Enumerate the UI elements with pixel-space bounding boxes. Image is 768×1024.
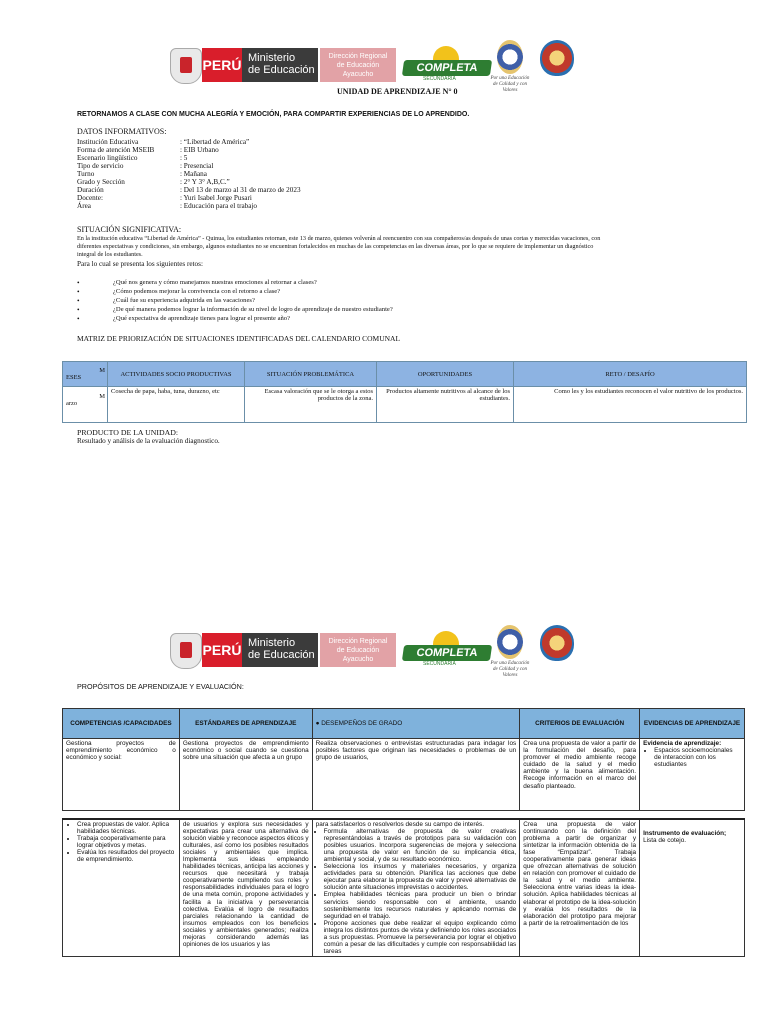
list-item: • Evalúa los resultados del proyecto de emprendimiento.	[77, 849, 176, 863]
cell-competencia: Gestiona proyectos de emprendimiento económico o económico y social:	[63, 739, 180, 811]
cell-estandar: Gestiona proyectos de emprendimiento económico o social cuando se cuestiona sobre una situación que afecta a un grupo	[179, 739, 312, 811]
page-header-second	[0, 625, 768, 685]
peru-coat-of-arms-icon	[170, 633, 202, 669]
ministerio-logo: Ministerio de Educación	[242, 48, 318, 82]
district-seal-icon	[540, 40, 574, 76]
cell-criterio: Crea una propuesta de valor continuando con la definición del problema a partir de organizar y sintetizar la información obtenida de la fase “Empatizar”. Trabaja cooperativamente para generar ideas que ofrezcan alternativas de solución en relación con promover el cuidado de la salud y el medio ambiente. Selecciona entre varias ideas la idea-solución. Aplica habilidades técnicas al elaborar el prototipo de la idea-solución y evalúa los resultados de la elaboración del prototipo para mejorar a partir de la retroalimentación de los	[520, 819, 640, 957]
cell-evidencia: Instrumento de evaluación; Lista de cotejo.	[640, 819, 745, 957]
datos-label: Turno	[77, 170, 95, 178]
cell-reto: Como les y los estudiantes reconocen el valor nutritivo de los productos.	[514, 387, 747, 423]
school-seal-icon	[497, 625, 523, 659]
datos-label: Área	[77, 202, 91, 210]
cell-desempeno: para satisfacerlos o resolverlos desde su campo de interés. • Formula alternativas de propuesta de valor creativas representándolas a través de prototipos para su validación con posibles usuarios. Incorpora sugerencias de mejora y selecciona una propuesta de valor en función de su implicancia ética, ambiental y social, y de su resultado económico. • Selecciona los insumos y materiales necesarios, y organiza actividades para su obtención. Planifica las acciones que debe ejecutar para elaborar la propuesta de valor y prevé alternativas de solución ante situaciones imprevistas o accidentes. • Emplea habilidades técnicas para producir un bien o brindar servicios siendo responsable con el ambiente, usando sosteniblemente los recursos naturales y aplicando normas de seguridad en el trabajo. • Propone acciones que debe realizar el equipo explicando cómo integra los distintos puntos de vista y definiendo los roles asociados a sus propuestas. Promueve la perseverancia por lograr el objetivo común a pesar de las dificultades y cumple con responsabilidad las tareas	[312, 819, 520, 957]
list-item: • Espacios socioemocionales de interaccion con los estudiantes	[654, 747, 741, 768]
situacion-heading: SITUACIÓN SIGNIFICATIVA:	[77, 225, 182, 234]
header-competencias: COMPETENCIAS /CAPACIDADES	[63, 709, 180, 739]
bullet: •	[77, 288, 80, 296]
datos-value: : 2° Y 3° A,B,C.”	[180, 178, 230, 186]
drea-logo: Dirección Regional de Educación Ayacucho	[320, 48, 396, 82]
list-item: ¿De qué manera podemos lograr la información de su nivel de logro de aprendizaje de nuestro estudiante?	[113, 306, 393, 313]
header-actividades: ACTIVIDADES SOCIO PRODUCTIVAS	[108, 362, 245, 387]
spacer-row	[63, 811, 745, 819]
list-item: • Emplea habilidades técnicas para producir un bien o brindar servicios siendo responsable con el ambiente, usando sosteniblemente los recursos naturales y aplicando normas de seguridad en el trabajo.	[324, 891, 517, 919]
bullet: •	[77, 279, 80, 287]
header-desempenos: ● DESEMPEÑOS DE GRADO	[312, 709, 520, 739]
datos-value: : Yuri Isabel Jorge Pusari	[180, 194, 252, 202]
matriz-heading: MATRIZ DE PRIORIZACIÓN DE SITUACIONES IDENTIFICADAS DEL CALENDARIO COMUNAL	[77, 334, 401, 343]
datos-value: : Educación para el trabajo	[180, 202, 258, 210]
cell-actividades: Cosecha de papa, haba, tuna, durazno, etc	[108, 387, 245, 423]
cell-estandar: de usuarios y explora sus necesidades y expectativas para crear una alternativa de solución viable y reconoce aspectos éticos y culturales, así como los posibles resultados sociales y ambientales que implica. Implementa sus ideas empleando habilidades técnicas, anticipa las acciones y recursos que necesitará y trabaja cooperativamente cumpliendo sus roles y responsabilidades individuales para el logro de una meta común, propone actividades y facilita a la iniciativa y perseverancia colectiva. Evalúa el logro de resultados parciales relacionando la cantidad de insumos empleados con los beneficios sociales y ambientales generados; realiza mejoras considerando además las opiniones de los usuarios y las	[179, 819, 312, 957]
jec-logo: COMPLETA SECUNDARIA	[403, 46, 491, 82]
jec-logo: COMPLETA SECUNDARIA	[403, 631, 491, 667]
header-evidencias: EVIDENCIAS DE APRENDIZAJE	[640, 709, 745, 739]
header-situacion: SITUACIÓN PROBLEMÁTICA	[245, 362, 377, 387]
datos-label: Duración	[77, 186, 104, 194]
propositos-heading: PROPÓSITOS DE APRENDIZAJE Y EVALUACIÓN:	[77, 682, 244, 691]
drea-logo: Dirección Regional de Educación Ayacucho	[320, 633, 396, 667]
header-estandares: ESTÁNDARES DE APRENDIZAJE	[179, 709, 312, 739]
header-criterios: CRITERIOS DE EVALUACIÓN	[520, 709, 640, 739]
header-oportunidades: OPORTUNIDADES	[377, 362, 514, 387]
table-header-row	[63, 362, 747, 387]
header-meses: M ESES	[63, 362, 108, 387]
table-header-row	[63, 709, 745, 739]
datos-label: Tipo de servicio	[77, 162, 124, 170]
bullet: •	[77, 315, 80, 323]
table-row	[63, 739, 745, 811]
table-row	[63, 819, 745, 957]
peru-coat-of-arms-icon	[170, 48, 202, 84]
producto-heading: PRODUCTO DE LA UNIDAD:	[77, 428, 179, 437]
unit-title: UNIDAD DE APRENDIZAJE N° 0	[337, 87, 458, 96]
peru-logo: PERÚ	[202, 633, 242, 667]
cell-situacion: Escasa valoración que se le otorga a estos productos de la zona.	[245, 387, 377, 423]
school-seal-icon	[497, 40, 523, 74]
list-item: ¿Qué expectativa de aprendizaje tienes para lograr el presente año?	[113, 315, 291, 322]
cell-mes: M arzo	[63, 387, 108, 423]
datos-heading: DATOS INFORMATIVOS:	[77, 127, 167, 136]
datos-value: : “Libertad de América”	[180, 138, 250, 146]
ministerio-logo: Ministerio de Educación	[242, 633, 318, 667]
cell-criterio: Crea una propuesta de valor a partir de la formulación del desafío, para promover el medio ambiente recoge cuidado de la salud y el medio ambiente y la buena alimentación. Recoge información en el marco del desafío planteado.	[520, 739, 640, 811]
datos-label: Grado y Sección	[77, 178, 125, 186]
datos-value: : Mañana	[180, 170, 207, 178]
bullet: •	[77, 306, 80, 314]
list-item: ¿Cómo podemos mejorar la convivencia con el retorno a clase?	[113, 288, 281, 295]
datos-label: Escenario lingüístico	[77, 154, 138, 162]
datos-label: Docente:	[77, 194, 103, 202]
school-seal-caption: Por una Educación de Calidad y con Valores	[490, 661, 530, 678]
list-item: ¿Qué nos genera y cómo manejamos nuestras emociones al retornar a clases?	[113, 279, 317, 286]
main-title: RETORNAMOS A CLASE CON MUCHA ALEGRÍA Y EMOCIÓN, PARA COMPARTIR EXPERIENCIAS DE LO APRENDIDO.	[77, 111, 470, 118]
list-item: • Selecciona los insumos y materiales necesarios, y organiza actividades para su obtención. Planifica las acciones que debe ejecutar para elaborar la propuesta de valor y prevé alternativas de solución ante situaciones imprevistas o accidentes.	[324, 863, 517, 891]
district-seal-icon	[540, 625, 574, 661]
cell-desempeno: Realiza observaciones o entrevistas estructuradas para indagar los posibles factores que originan las necesidades o problemas de un grupo de usuarios,	[312, 739, 520, 811]
datos-label: Forma de atención MSEIB	[77, 146, 155, 154]
producto-text: Resultado y análisis de la evaluación diagnostico.	[77, 437, 220, 445]
list-item: • Propone acciones que debe realizar el equipo explicando cómo integra los distintos puntos de vista y definiendo los roles asociados a sus propuestas. Promueve la perseverancia por lograr el objetivo común a pesar de las dificultades y cumple con responsabilidad las tareas	[324, 920, 517, 955]
list-item: • Crea propuestas de valor. Aplica habilidades técnicas.	[77, 821, 176, 835]
header-reto: RETO / DESAFÍO	[514, 362, 747, 387]
list-item: ¿Cuál fue su experiencia adquirida en las vacaciones?	[113, 297, 255, 304]
cell-capacidades	[63, 819, 180, 957]
list-item: • Formula alternativas de propuesta de valor creativas representándolas a través de prototipos para su validación con posibles usuarios. Incorpora sugerencias de mejora y selecciona una propuesta de valor en función de su implicancia ética, ambiental y social, y de su resultado económico.	[324, 828, 517, 863]
peru-logo: PERÚ	[202, 48, 242, 82]
bullet: •	[77, 297, 80, 305]
matriz-table	[62, 361, 747, 423]
table-row	[63, 387, 747, 423]
list-item: • Trabaja cooperativamente para lograr objetivos y metas.	[77, 835, 176, 849]
school-seal-caption: Por una Educación de Calidad y con Valores	[490, 76, 530, 93]
datos-value: : Del 13 de marzo al 31 de marzo de 2023	[180, 186, 301, 194]
bullet-icon: ●	[315, 719, 322, 727]
cell-evidencia: Evidencia de aprendizaje: • Espacios socioemocionales de interaccion con los estudiantes	[640, 739, 745, 811]
datos-value: : EIB Urbano	[180, 146, 219, 154]
datos-value: : Presencial	[180, 162, 214, 170]
propositos-table	[62, 708, 745, 957]
datos-label: Institución Educativa	[77, 138, 139, 146]
cell-oportunidades: Productos altamente nutritivos al alcance de los estudiantes.	[377, 387, 514, 423]
datos-value: : 5	[180, 154, 188, 162]
